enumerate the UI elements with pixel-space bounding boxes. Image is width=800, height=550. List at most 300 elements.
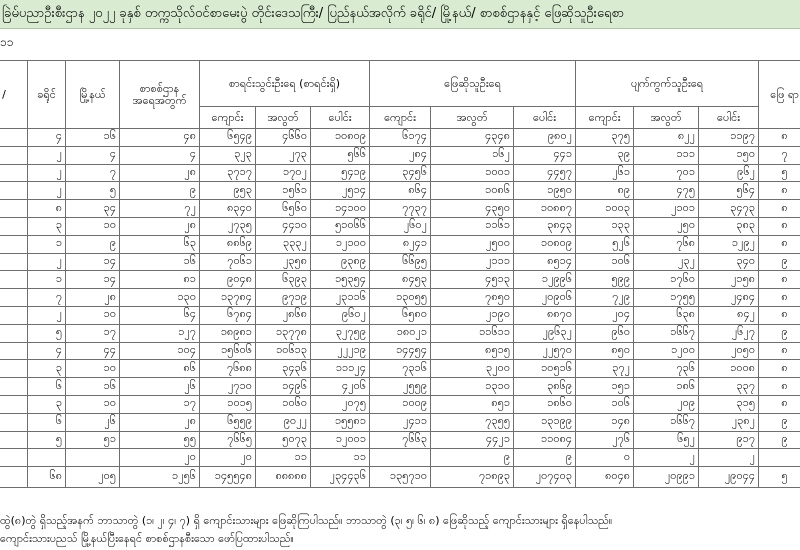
table-cell: ၁၀၀၁	[431, 164, 514, 182]
table-cell: ၂၀၇၅	[311, 395, 370, 413]
table-cell: ၁၀၀၃	[576, 200, 634, 218]
table-cell: ၃၈၄၃	[514, 217, 576, 235]
table-cell: ၂	[634, 449, 699, 467]
table-row	[0, 129, 800, 147]
table-cell: ၄၄၅၇	[514, 164, 576, 182]
table-cell: ၄၇၅	[634, 182, 699, 200]
table-cell: ၁၃၀	[120, 289, 200, 307]
table-cell: ၄၃၄၈	[431, 129, 514, 147]
table-cell: ၇၂၉	[576, 289, 634, 307]
table-cell: ၂၈၄	[370, 146, 431, 164]
table-cell: ၇	[759, 146, 800, 164]
table-cell: ၁၉၅၀	[514, 182, 576, 200]
header-col0: /	[0, 61, 28, 129]
table-cell: ၂၇၃	[256, 146, 311, 164]
table-cell: ၆၃	[120, 235, 200, 253]
table-cell: ၉၅၃	[200, 182, 256, 200]
table-cell: ၃	[28, 360, 66, 378]
table-cell: ၁၇	[120, 395, 200, 413]
table-cell: ၁၂၉၉၆	[514, 271, 576, 289]
table-cell: ၆၅၆၀	[256, 200, 311, 218]
table-cell: ၇၁၈၉၃	[431, 467, 514, 488]
table-row	[0, 235, 800, 253]
table-cell: ၂၉၀၄၄	[699, 467, 759, 488]
table-cell: ၈	[759, 129, 800, 147]
table-cell: ၄	[28, 129, 66, 147]
table-row	[0, 449, 800, 467]
table-cell: ၂၉၆၃၂	[514, 324, 576, 342]
table-cell: ၆	[28, 413, 66, 431]
table-cell: ၂၄၁၁	[370, 413, 431, 431]
table-cell: ၁၆၆၇	[634, 324, 699, 342]
table-cell: ၂၀	[120, 449, 200, 467]
table-cell: ၄၂၀၆	[311, 378, 370, 396]
table-cell	[0, 395, 28, 413]
table-cell: ၃၈၃	[699, 217, 759, 235]
table-cell: ၆၈	[28, 467, 66, 488]
table-cell: ၉၀၄၈	[200, 271, 256, 289]
table-cell: ၂၁၁၁	[431, 253, 514, 271]
table-cell: ၁၁	[256, 449, 311, 467]
table-cell: ၆၅၄၉	[200, 129, 256, 147]
table-cell: ၁၂၀၀	[634, 342, 699, 360]
table-cell: ၇	[66, 164, 120, 182]
table-cell: ၁၃၁၀	[431, 378, 514, 396]
table-cell: ၁၈၀၂၁	[370, 324, 431, 342]
table-cell: ၁၀၀၈	[699, 360, 759, 378]
table-row	[0, 289, 800, 307]
table-cell: ၂၅၁၄	[311, 182, 370, 200]
table-cell: ၉၀၂၂	[256, 413, 311, 431]
table-cell: ၁၄၅၅၄၈	[200, 467, 256, 488]
table-cell: ၁၀၆	[576, 253, 634, 271]
table-cell: ၂၇၁၀	[200, 378, 256, 396]
table-cell: ၂၃၅၈	[256, 253, 311, 271]
table-cell	[0, 164, 28, 182]
table-cell: ၄၄၁၀	[256, 217, 311, 235]
table-cell: ၅၆၆	[311, 146, 370, 164]
table-cell: ၅	[28, 324, 66, 342]
table-cell: ၄၃၅၀	[431, 200, 514, 218]
table-cell: ၅	[66, 182, 120, 200]
footnote-1: ထွဲ(၈)တွဲ ရှိသည့်အနက် ဘာသာတွဲ (၁၊ ၂၊ ၄၊ ၇) ရှိ ကျောင်းသားများ ဖြေဆိုကြပါသည်။ ဘာသာတွဲ (၃၊ ၅၊ ၆၊ ၈) ဖြေဆိုသည့် ကျောင်းသားများ ရှိနေပါသည်။	[0, 514, 613, 527]
table-cell: ၂၅၀	[634, 217, 699, 235]
table-cell: ၁၂၀၀၁	[311, 431, 370, 449]
table-cell: ၆၃၈	[634, 306, 699, 324]
table-cell: ၁၁၁	[634, 146, 699, 164]
table-cell: ၈၄၂	[699, 306, 759, 324]
table-cell: ၁၇၀၂	[256, 164, 311, 182]
table-cell: ၆	[28, 378, 66, 396]
table-cell: ၃၂၃	[200, 146, 256, 164]
table-cell: ၁၀	[66, 360, 120, 378]
table-cell: ၁၅၆၁	[256, 182, 311, 200]
table-cell	[0, 146, 28, 164]
table-cell: ၆၄	[120, 306, 200, 324]
header-enrolled: စာရင်းသွင်းဦးရေ (စာရင်းရှိ)	[200, 61, 370, 107]
table-cell: ၉၃၈၉	[311, 253, 370, 271]
table-cell: ၁၇၅၅	[634, 289, 699, 307]
table-cell	[0, 235, 28, 253]
table-row	[0, 413, 800, 431]
table-cell: ၃၈၆၉	[514, 378, 576, 396]
header-sat: ဖြေဆိုသူဦးရေ	[370, 61, 576, 107]
table-cell: ၅	[759, 164, 800, 182]
table-cell: ၁၀၈၆	[431, 182, 514, 200]
table-cell: ၆၅၈၀	[370, 306, 431, 324]
table-cell: ၄၆၆၀	[256, 129, 311, 147]
table-cell: ၈	[759, 217, 800, 235]
table-cell: ၈	[28, 200, 66, 218]
table-cell: ၅၀၇၃	[256, 431, 311, 449]
table-cell: ၁၀၈၀၉	[514, 235, 576, 253]
table-cell: ၁၁၉၇	[699, 129, 759, 147]
table-cell: ၂၇၆	[576, 431, 634, 449]
table-cell: ၁၅၀	[699, 146, 759, 164]
table-cell: ၂၀၅၀	[699, 342, 759, 360]
table-cell	[0, 467, 28, 488]
subheader-female: အလွတ်	[431, 107, 514, 129]
table-cell: ၈	[759, 200, 800, 218]
table-cell: ၁၃၀၅၅	[370, 289, 431, 307]
table-cell: ၆၅၂	[634, 431, 699, 449]
table-cell: ၂၀၄	[576, 306, 634, 324]
table-cell: ၂၆၀၂	[370, 217, 431, 235]
table-row	[0, 253, 800, 271]
table-cell: ၁၄	[66, 253, 120, 271]
header-centers: စာစစ်ဌာန အရေအတွက်	[120, 61, 200, 129]
table-cell: ၅	[759, 467, 800, 488]
table-cell	[0, 253, 28, 271]
table-cell: ၁၀၆၁၃	[256, 342, 311, 360]
table-cell: ၁၀၆၀	[256, 395, 311, 413]
table-cell: ၉	[66, 235, 120, 253]
table-cell: ၅၁၀၆၆	[311, 217, 370, 235]
table-cell	[0, 271, 28, 289]
table-cell: ၇၃၁၆	[370, 360, 431, 378]
table-row	[0, 378, 800, 396]
table-cell: ၂	[28, 306, 66, 324]
table-row	[0, 306, 800, 324]
table-cell: ၇၆၈၈	[200, 360, 256, 378]
table-cell: ၈၆၄	[370, 182, 431, 200]
table-cell: ၈	[759, 395, 800, 413]
table-cell: ၇၃၆	[634, 360, 699, 378]
table-cell: ၂၅၀၀	[431, 235, 514, 253]
table-cell: ၁၀	[66, 395, 120, 413]
table-cell: ၃၄၇၃	[699, 200, 759, 218]
table-row	[0, 342, 800, 360]
table-cell: ၇၆၆၅	[200, 431, 256, 449]
table-cell: ၈၅၁၄	[514, 253, 576, 271]
table-cell: ၂၁၅၈	[699, 271, 759, 289]
table-cell: ၈၈၆၉	[200, 235, 256, 253]
table-cell: ၉	[514, 449, 576, 467]
table-cell: ၂၁၉၀	[431, 306, 514, 324]
table-cell: ၉၇၁၉	[256, 289, 311, 307]
table-cell: ၈	[759, 306, 800, 324]
table-cell: ၁၃၇၈၄	[200, 289, 256, 307]
table-cell: ၁၄၁၀၀	[311, 200, 370, 218]
table-cell: ၈၀၄၈	[576, 467, 634, 488]
table-cell: ၉၆၀၂	[311, 306, 370, 324]
table-cell: ၄	[28, 342, 66, 360]
table-cell: ၂၈၆၈	[256, 306, 311, 324]
table-cell: ၂၆	[66, 413, 120, 431]
table-cell: ၁၇၆၀	[634, 271, 699, 289]
table-cell: ၁	[28, 235, 66, 253]
table-cell	[0, 378, 28, 396]
table-cell: ၁၅၁	[576, 378, 634, 396]
table-row	[0, 182, 800, 200]
statistics-table	[0, 60, 800, 488]
table-cell: ၂၈	[120, 164, 200, 182]
table-cell: ၁၀၅၁၆	[514, 360, 576, 378]
table-cell: ၁၆၆၇	[634, 413, 699, 431]
subheader-male: ကျောင်း	[370, 107, 431, 129]
subheader-total: ပေါင်း	[514, 107, 576, 129]
table-cell: ၈၅၁	[431, 395, 514, 413]
table-row	[0, 431, 800, 449]
table-cell: ၁၀	[66, 306, 120, 324]
table-cell: ၉၆၀	[576, 324, 634, 342]
table-cell: ၁	[28, 271, 66, 289]
table-cell: ၇၂	[120, 200, 200, 218]
table-cell: ၈၆	[120, 360, 200, 378]
table-cell	[0, 413, 28, 431]
table-cell: ၁၈၆၀	[514, 395, 576, 413]
table-cell: ၂၈	[120, 413, 200, 431]
table-cell: ၉	[431, 449, 514, 467]
table-cell: ၃၄၀	[699, 253, 759, 271]
header-absent: ပျက်ကွက်သူဦးရေ	[576, 61, 759, 107]
table-cell: ၆၆၉၅	[370, 253, 431, 271]
table-cell: ၁၀၆	[576, 395, 634, 413]
subheader-total: ပေါင်း	[311, 107, 370, 129]
table-cell: ၀	[576, 449, 634, 467]
report-subtitle: ၁၁	[0, 35, 14, 49]
table-cell: ၉	[759, 431, 800, 449]
table-cell: ၂	[28, 146, 66, 164]
table-cell: ၈၄၅၃	[370, 271, 431, 289]
table-cell	[759, 449, 800, 467]
table-cell: ၈	[759, 235, 800, 253]
table-cell: ၈၁	[120, 271, 200, 289]
table-cell: ၃	[28, 217, 66, 235]
table-cell	[0, 289, 28, 307]
table-cell: ၂၄၈၄	[699, 289, 759, 307]
header-township: မြို့နယ်	[66, 61, 120, 129]
table-cell: ၆၃၉၃	[256, 271, 311, 289]
table-cell	[370, 449, 431, 467]
table-cell: ၁၄၈	[576, 413, 634, 431]
table-cell: ၃၇၁၇	[200, 164, 256, 182]
table-cell: ၂	[28, 164, 66, 182]
table-cell: ၁၀၁၅	[200, 395, 256, 413]
table-cell: ၇၀၆၁	[200, 253, 256, 271]
table-row	[0, 360, 800, 378]
table-cell: ၈	[759, 342, 800, 360]
table-cell: ၇၀၁	[634, 164, 699, 182]
table-cell: ၂	[28, 253, 66, 271]
header-last: ဖြေ ရာ	[759, 61, 800, 129]
table-cell: ၁၀၈၀၉	[311, 129, 370, 147]
table-cell: ၃၂၇၅၉	[311, 324, 370, 342]
report-title: ခြဲမ်ပညာဦးစီးဌာန ၂၀၂၂ ခုနှစ် တက္ကသိုလ်ဝင်စာမေးပွဲ တိုင်းဒေသကြီး/ ပြည်နယ်အလိုက် ခရိုင်/ မြို့နယ်/ စာစစ်ဌာနနှင့် ဖြေဆိုသူဦးရေစာ	[2, 6, 625, 21]
table-cell: ၁၅၃၅၄	[311, 271, 370, 289]
table-cell: ၄၄	[66, 342, 120, 360]
table-cell	[0, 200, 28, 218]
subheader-male: ကျောင်း	[200, 107, 256, 129]
table-cell	[0, 129, 28, 147]
table-cell: ၆၅၅၉	[200, 413, 256, 431]
table-cell: ၉	[120, 182, 200, 200]
table-cell: ၈၈၈၈၈	[256, 467, 311, 488]
table-cell: ၁၈၉၈၁	[200, 324, 256, 342]
table-cell: ၂၆၂၇	[699, 324, 759, 342]
table-cell: ၈၉	[576, 182, 634, 200]
table-cell: ၁၀၀၉	[370, 395, 431, 413]
table-cell: ၁၈၆	[634, 378, 699, 396]
table-cell: ၁၆	[66, 378, 120, 396]
table-cell: ၂၂၅၇၀	[514, 342, 576, 360]
table-cell: ၁၀၈၈၇	[514, 200, 576, 218]
table-cell: ၂၀၇၄၀၃	[514, 467, 576, 488]
table-cell: ၈၅၁၅	[431, 342, 514, 360]
table-cell: ၁၁	[311, 449, 370, 467]
table-row	[0, 164, 800, 182]
table-cell: ၁၄၄၅၄	[370, 342, 431, 360]
subheader-female: အလွတ်	[256, 107, 311, 129]
table-cell: ၃၃၇	[699, 378, 759, 396]
table-cell: ၅	[28, 431, 66, 449]
table-cell: ၆၇၈၄	[200, 306, 256, 324]
report-title-bar	[0, 0, 800, 29]
table-cell: ၂၀၉၉၁	[634, 467, 699, 488]
table-cell: ၂၁၀၁	[634, 200, 699, 218]
table-cell: ၈	[759, 360, 800, 378]
table-cell: ၁၆	[66, 129, 120, 147]
table-cell	[0, 342, 28, 360]
table-cell: ၉	[759, 253, 800, 271]
table-row	[0, 200, 800, 218]
table-cell: ၁၆	[120, 253, 200, 271]
table-cell: ၄	[66, 146, 120, 164]
table-cell: ၃၃၃၂	[256, 235, 311, 253]
table-cell: ၅၂၆	[576, 235, 634, 253]
table-body	[0, 129, 800, 488]
table-row	[0, 467, 800, 488]
table-cell: ၂၆၁	[576, 164, 634, 182]
table-cell: ၁၅၅၈၁	[311, 413, 370, 431]
table-cell	[0, 306, 28, 324]
table-cell: ၁၄၉၆	[256, 378, 311, 396]
subheader-male: ကျောင်း	[576, 107, 634, 129]
table-cell: ၅၆၄	[699, 182, 759, 200]
table-cell: ၁၇	[66, 324, 120, 342]
table-cell: ၂	[699, 449, 759, 467]
table-cell: ၂၈	[66, 289, 120, 307]
table-row	[0, 217, 800, 235]
table-cell	[66, 449, 120, 467]
table-cell: ၄၄၂၁	[431, 431, 514, 449]
subheader-female: အလွတ်	[634, 107, 699, 129]
table-row	[0, 146, 800, 164]
table-row	[0, 271, 800, 289]
table-cell: ၂၀၉	[634, 395, 699, 413]
table-cell	[0, 431, 28, 449]
table-cell: ၆၁၇၄	[370, 129, 431, 147]
table-cell: ၃၇၂	[576, 360, 634, 378]
table-cell: ၇၃၅၅	[431, 413, 514, 431]
table-cell: ၁၄	[66, 271, 120, 289]
table-cell: ၂၃၈၂	[699, 413, 759, 431]
table-cell: ၉	[759, 413, 800, 431]
table-cell: ၄၄၁	[514, 146, 576, 164]
table-cell: ၃၄၅၆	[370, 164, 431, 182]
table-cell: ၁၂၉၂	[699, 235, 759, 253]
table-cell: ၉၈၀၂	[514, 129, 576, 147]
table-cell: ၁၁၁၂၄	[311, 360, 370, 378]
table-row	[0, 324, 800, 342]
table-cell	[0, 182, 28, 200]
table-cell: ၃၉	[576, 146, 634, 164]
table-cell: ၁၀	[66, 217, 120, 235]
table-cell: ၈	[759, 289, 800, 307]
table-cell: ၂၀၅	[66, 467, 120, 488]
table-cell: ၁၂၁၀၀	[311, 235, 370, 253]
table-cell: ၈၈၇၀	[514, 306, 576, 324]
table-cell: ၁၁၆၁၁	[431, 324, 514, 342]
table-cell: ၂၇၃၅	[200, 217, 256, 235]
table-cell: ၂၃၂	[634, 253, 699, 271]
table-cell: ၈	[759, 378, 800, 396]
table-cell: ၂၃၁၁၆	[311, 289, 370, 307]
header-district: ခရိုင်	[28, 61, 66, 129]
table-cell: ၁၃၃	[576, 217, 634, 235]
table-cell: ၂၀	[200, 449, 256, 467]
table-cell: ၁၃၅၇၁၀	[370, 467, 431, 488]
table-cell: ၃	[28, 395, 66, 413]
table-cell: ၂၀၉၀၆	[514, 289, 576, 307]
table-cell: ၃၁၅	[699, 395, 759, 413]
table-cell: ၈၂၄၁	[370, 235, 431, 253]
table-cell: ၉၆၂	[699, 164, 759, 182]
table-cell: ၂၂၂၁၉	[311, 342, 370, 360]
table-cell: ၃၄	[66, 200, 120, 218]
table-cell: ၂၃၄၄၃၆	[311, 467, 370, 488]
table-cell: ၄၈	[120, 129, 200, 147]
footnote-2: ကျောင်းသားပညသ် မြို့နယ်ပြီးနေရင် စာစစ်ဌာနစီးသော ဖော်ပြထားပါသည်။	[0, 532, 294, 545]
table-cell: ၃၇၅	[576, 129, 634, 147]
table-cell: ၄၅၁၃	[431, 271, 514, 289]
table-cell: ၁၅၆၀၆	[200, 342, 256, 360]
table-cell: ၅၅	[120, 431, 200, 449]
table-cell: ၇	[28, 289, 66, 307]
subheader-total: ပေါင်း	[699, 107, 759, 129]
table-cell: ၈၂၂	[634, 129, 699, 147]
table-cell: ၈၃၄၀	[200, 200, 256, 218]
table-cell: ၉၁၇	[699, 431, 759, 449]
table-cell: ၁၂၅၆	[120, 467, 200, 488]
table-cell	[28, 449, 66, 467]
table-cell: ၇၆၆၃	[370, 431, 431, 449]
table-cell: ၃၄၃၆	[256, 360, 311, 378]
table-cell: ၃၂၀၀	[431, 360, 514, 378]
table-cell: ၈၅၀	[576, 342, 634, 360]
table-cell: ၁၁၀၈၄	[514, 431, 576, 449]
table-cell: ၁၆၂	[431, 146, 514, 164]
